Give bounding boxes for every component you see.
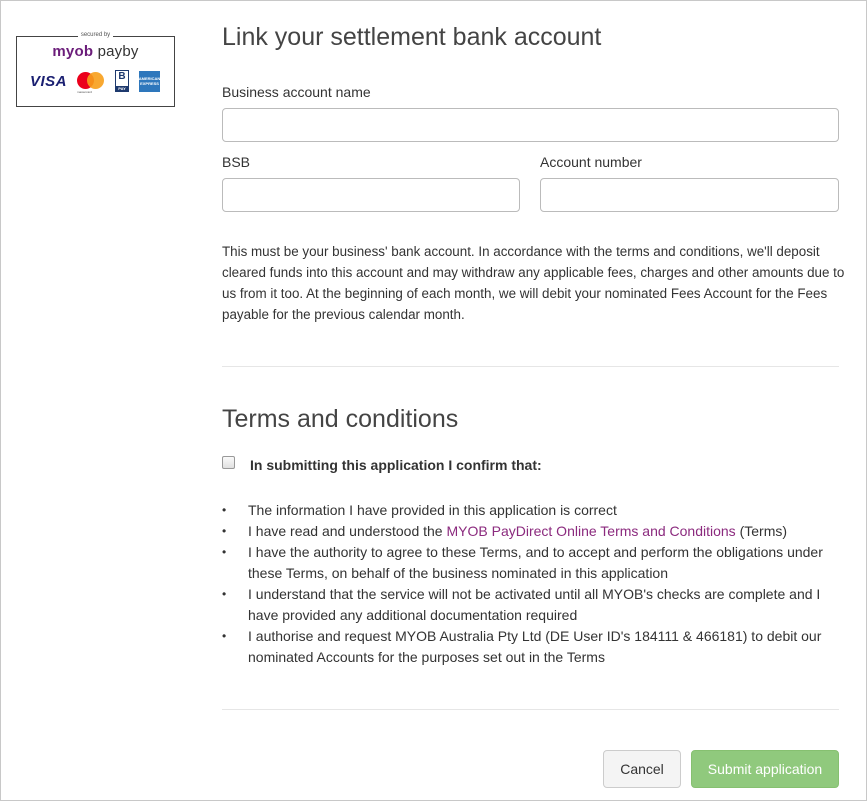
payby-logo-text: payby bbox=[93, 43, 139, 60]
bpay-top-text: B bbox=[118, 71, 126, 82]
bpay-icon bbox=[115, 70, 129, 92]
terms-list-item: • The information I have provided in this application is correct bbox=[222, 500, 852, 521]
bpay-bottom-text: PAY bbox=[116, 86, 128, 91]
bank-account-description: This must be your business' bank account. In accordance with the terms and conditions, we'll deposit cleared funds into this account and may withdraw any applicable fees, charges and other amounts due to us from it too. At the beginning of each month, we will debit your nominated Fees Account for the Fees payable for the previous calendar month. bbox=[222, 244, 845, 322]
myob-logo-text: myob bbox=[52, 43, 94, 60]
terms-list-item bbox=[222, 521, 852, 542]
mastercard-sub-text: mastercard bbox=[77, 90, 93, 94]
card-logos bbox=[30, 70, 160, 92]
submit-application-button[interactable]: Submit application bbox=[691, 750, 839, 788]
secured-by-payby-badge bbox=[16, 32, 175, 107]
terms-section-title: Terms and conditions bbox=[222, 405, 459, 433]
payby-logo bbox=[17, 43, 174, 60]
account-number-input[interactable] bbox=[540, 178, 839, 212]
bsb-input[interactable] bbox=[222, 178, 520, 212]
amex-icon: AMERICAN EXPRESS bbox=[139, 71, 160, 92]
cancel-button[interactable]: Cancel bbox=[603, 750, 681, 788]
actions-divider bbox=[222, 709, 839, 710]
section-divider bbox=[222, 366, 839, 367]
confirm-checkbox[interactable] bbox=[222, 456, 235, 469]
terms-list-item: • I understand that the service will not be activated until all MYOB's checks are complete and I have provided any additional documentation required bbox=[222, 584, 852, 626]
visa-logo: VISA bbox=[30, 72, 68, 90]
account-number-label: Account number bbox=[540, 154, 642, 170]
terms-and-conditions-link[interactable]: MYOB PayDirect Online Terms and Conditions bbox=[446, 523, 736, 539]
business-account-name-input[interactable] bbox=[222, 108, 839, 142]
mastercard-icon bbox=[77, 71, 105, 94]
terms-list-item: • I have the authority to agree to these Terms, and to accept and perform the obligations under these Terms, on behalf of the business nominated in this application bbox=[222, 542, 852, 584]
business-account-name-label: Business account name bbox=[222, 84, 371, 100]
confirm-checkbox-label: In submitting this application I confirm that: bbox=[250, 457, 542, 473]
terms-read-prefix: I have read and understood the bbox=[248, 523, 447, 539]
terms-list-item: • I authorise and request MYOB Australia Pty Ltd (DE User ID's 184111 & 466181) to debit our nominated Accounts for the purposes set out in the Terms bbox=[222, 626, 852, 668]
terms-read-suffix: (Terms) bbox=[735, 523, 788, 539]
bank-section-title: Link your settlement bank account bbox=[222, 23, 602, 51]
terms-list bbox=[222, 500, 852, 668]
secured-by-text: secured by bbox=[78, 32, 113, 38]
bsb-label: BSB bbox=[222, 154, 251, 170]
